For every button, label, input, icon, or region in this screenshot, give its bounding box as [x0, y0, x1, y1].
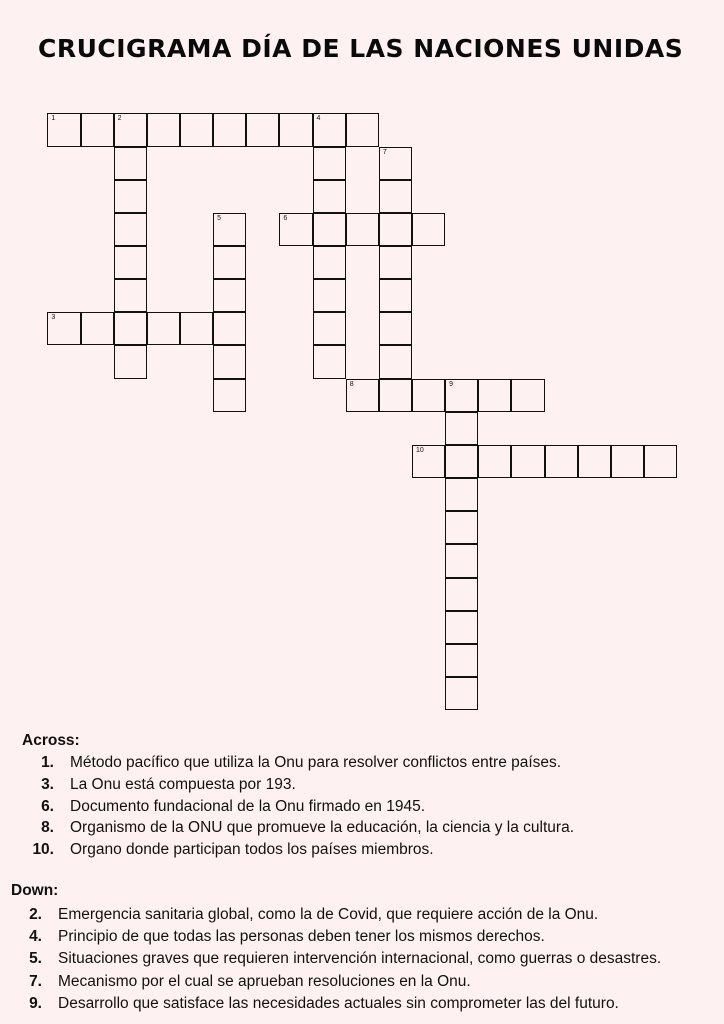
grid-cell[interactable] — [545, 445, 578, 478]
cell-number: 6 — [283, 214, 288, 222]
grid-cell[interactable] — [313, 246, 346, 279]
grid-cell[interactable] — [114, 279, 147, 312]
grid-cell[interactable] — [313, 312, 346, 345]
grid-cell[interactable] — [213, 379, 246, 412]
cell-number: 8 — [349, 380, 354, 388]
cell-number: 9 — [449, 380, 454, 388]
grid-cell[interactable] — [379, 180, 412, 213]
clue-number: 6. — [41, 797, 54, 815]
clue-number: 4. — [29, 928, 42, 946]
grid-cell[interactable] — [213, 312, 246, 345]
cell-number: 3 — [51, 314, 56, 322]
cell-number: 4 — [316, 115, 321, 123]
grid-cell[interactable] — [644, 445, 677, 478]
across-heading: Across: — [22, 732, 80, 749]
grid-cell[interactable] — [611, 445, 644, 478]
grid-cell[interactable] — [147, 113, 180, 146]
clue-text: Principio de que todas las personas deben tener los mismos derechos. — [58, 928, 545, 946]
clue-text: Emergencia sanitaria global, como la de Covid, que requiere acción de la Onu. — [58, 906, 599, 923]
clue-number: 8. — [41, 819, 54, 837]
grid-cell[interactable] — [445, 611, 478, 644]
grid-cell[interactable] — [379, 279, 412, 312]
grid-cell[interactable] — [578, 445, 611, 478]
grid-cell[interactable] — [346, 113, 379, 146]
grid-cell[interactable] — [81, 312, 114, 345]
grid-cell[interactable] — [379, 213, 412, 246]
grid-cell[interactable] — [445, 578, 478, 611]
grid-cell[interactable] — [313, 345, 346, 378]
page-title: CRUCIGRAMA DÍA DE LAS NACIONES UNIDAS — [38, 34, 684, 63]
clue-text: Desarrollo que satisface las necesidades actuales sin comprometer las del futuro. — [58, 994, 619, 1012]
grid-cell[interactable] — [412, 379, 445, 412]
grid-cell[interactable] — [379, 246, 412, 279]
grid-cell[interactable] — [379, 312, 412, 345]
grid-cell[interactable] — [313, 213, 346, 246]
grid-cell[interactable] — [478, 379, 511, 412]
grid-cell[interactable] — [213, 113, 246, 146]
grid-cell[interactable] — [246, 113, 279, 146]
cell-number: 5 — [217, 214, 221, 222]
grid-cell[interactable] — [445, 644, 478, 677]
grid-cell[interactable] — [511, 379, 544, 412]
clue-number: 9. — [29, 994, 42, 1012]
grid-cell[interactable] — [114, 147, 147, 180]
grid-cell[interactable] — [445, 677, 478, 710]
grid-cell[interactable] — [379, 379, 412, 412]
grid-cell[interactable] — [114, 180, 147, 213]
grid-cell[interactable] — [313, 147, 346, 180]
grid-cell[interactable] — [81, 113, 114, 146]
grid-cell[interactable] — [213, 279, 246, 312]
grid-cell[interactable] — [147, 312, 180, 345]
grid-cell[interactable] — [114, 213, 147, 246]
clue-text: Documento fundacional de la Onu firmado en 1945. — [70, 797, 426, 815]
clue-number: 3. — [41, 775, 54, 793]
grid-cell[interactable] — [445, 445, 478, 478]
grid-cell[interactable] — [180, 312, 213, 345]
clue-text: La Onu está compuesta por 193. — [70, 775, 296, 793]
grid-cell[interactable] — [445, 412, 478, 445]
clue-number: 7. — [29, 972, 42, 990]
grid-cell[interactable] — [445, 511, 478, 544]
grid-cell[interactable] — [379, 345, 412, 378]
cell-number: 7 — [382, 148, 387, 156]
grid-cell[interactable] — [180, 113, 213, 146]
grid-cell[interactable] — [412, 213, 445, 246]
grid-cell[interactable] — [213, 345, 246, 378]
clue-number: 10. — [32, 841, 54, 859]
clue-text: Organismo de la ONU que promueve la educación, la ciencia y la cultura. — [70, 819, 575, 837]
grid-cell[interactable] — [213, 246, 246, 279]
cell-number: 1 — [51, 115, 56, 123]
clue-number: 1. — [41, 754, 54, 771]
grid-cell[interactable] — [346, 213, 379, 246]
grid-cell[interactable] — [511, 445, 544, 478]
down-heading: Down: — [11, 882, 59, 899]
grid-cell[interactable] — [313, 180, 346, 213]
cell-number: 2 — [117, 115, 122, 123]
clue-text: Situaciones graves que requieren intervención internacional, como guerras o desastres. — [58, 950, 662, 968]
grid-cell[interactable] — [114, 312, 147, 345]
grid-cell[interactable] — [445, 544, 478, 577]
grid-cell[interactable] — [279, 113, 312, 146]
grid-cell[interactable] — [313, 279, 346, 312]
grid-cell[interactable] — [114, 345, 147, 378]
grid-cell[interactable] — [445, 478, 478, 511]
clue-text: Organo donde participan todos los países miembros. — [70, 841, 434, 859]
clue-number: 2. — [29, 906, 42, 923]
grid-cell[interactable] — [114, 246, 147, 279]
clue-text: Mecanismo por el cual se aprueban resoluciones en la Onu. — [58, 972, 471, 990]
cell-number: 10 — [416, 446, 424, 454]
grid-cell[interactable] — [478, 445, 511, 478]
clue-text: Método pacífico que utiliza la Onu para resolver conflictos entre países. — [70, 754, 562, 771]
clue-number: 5. — [29, 950, 42, 968]
